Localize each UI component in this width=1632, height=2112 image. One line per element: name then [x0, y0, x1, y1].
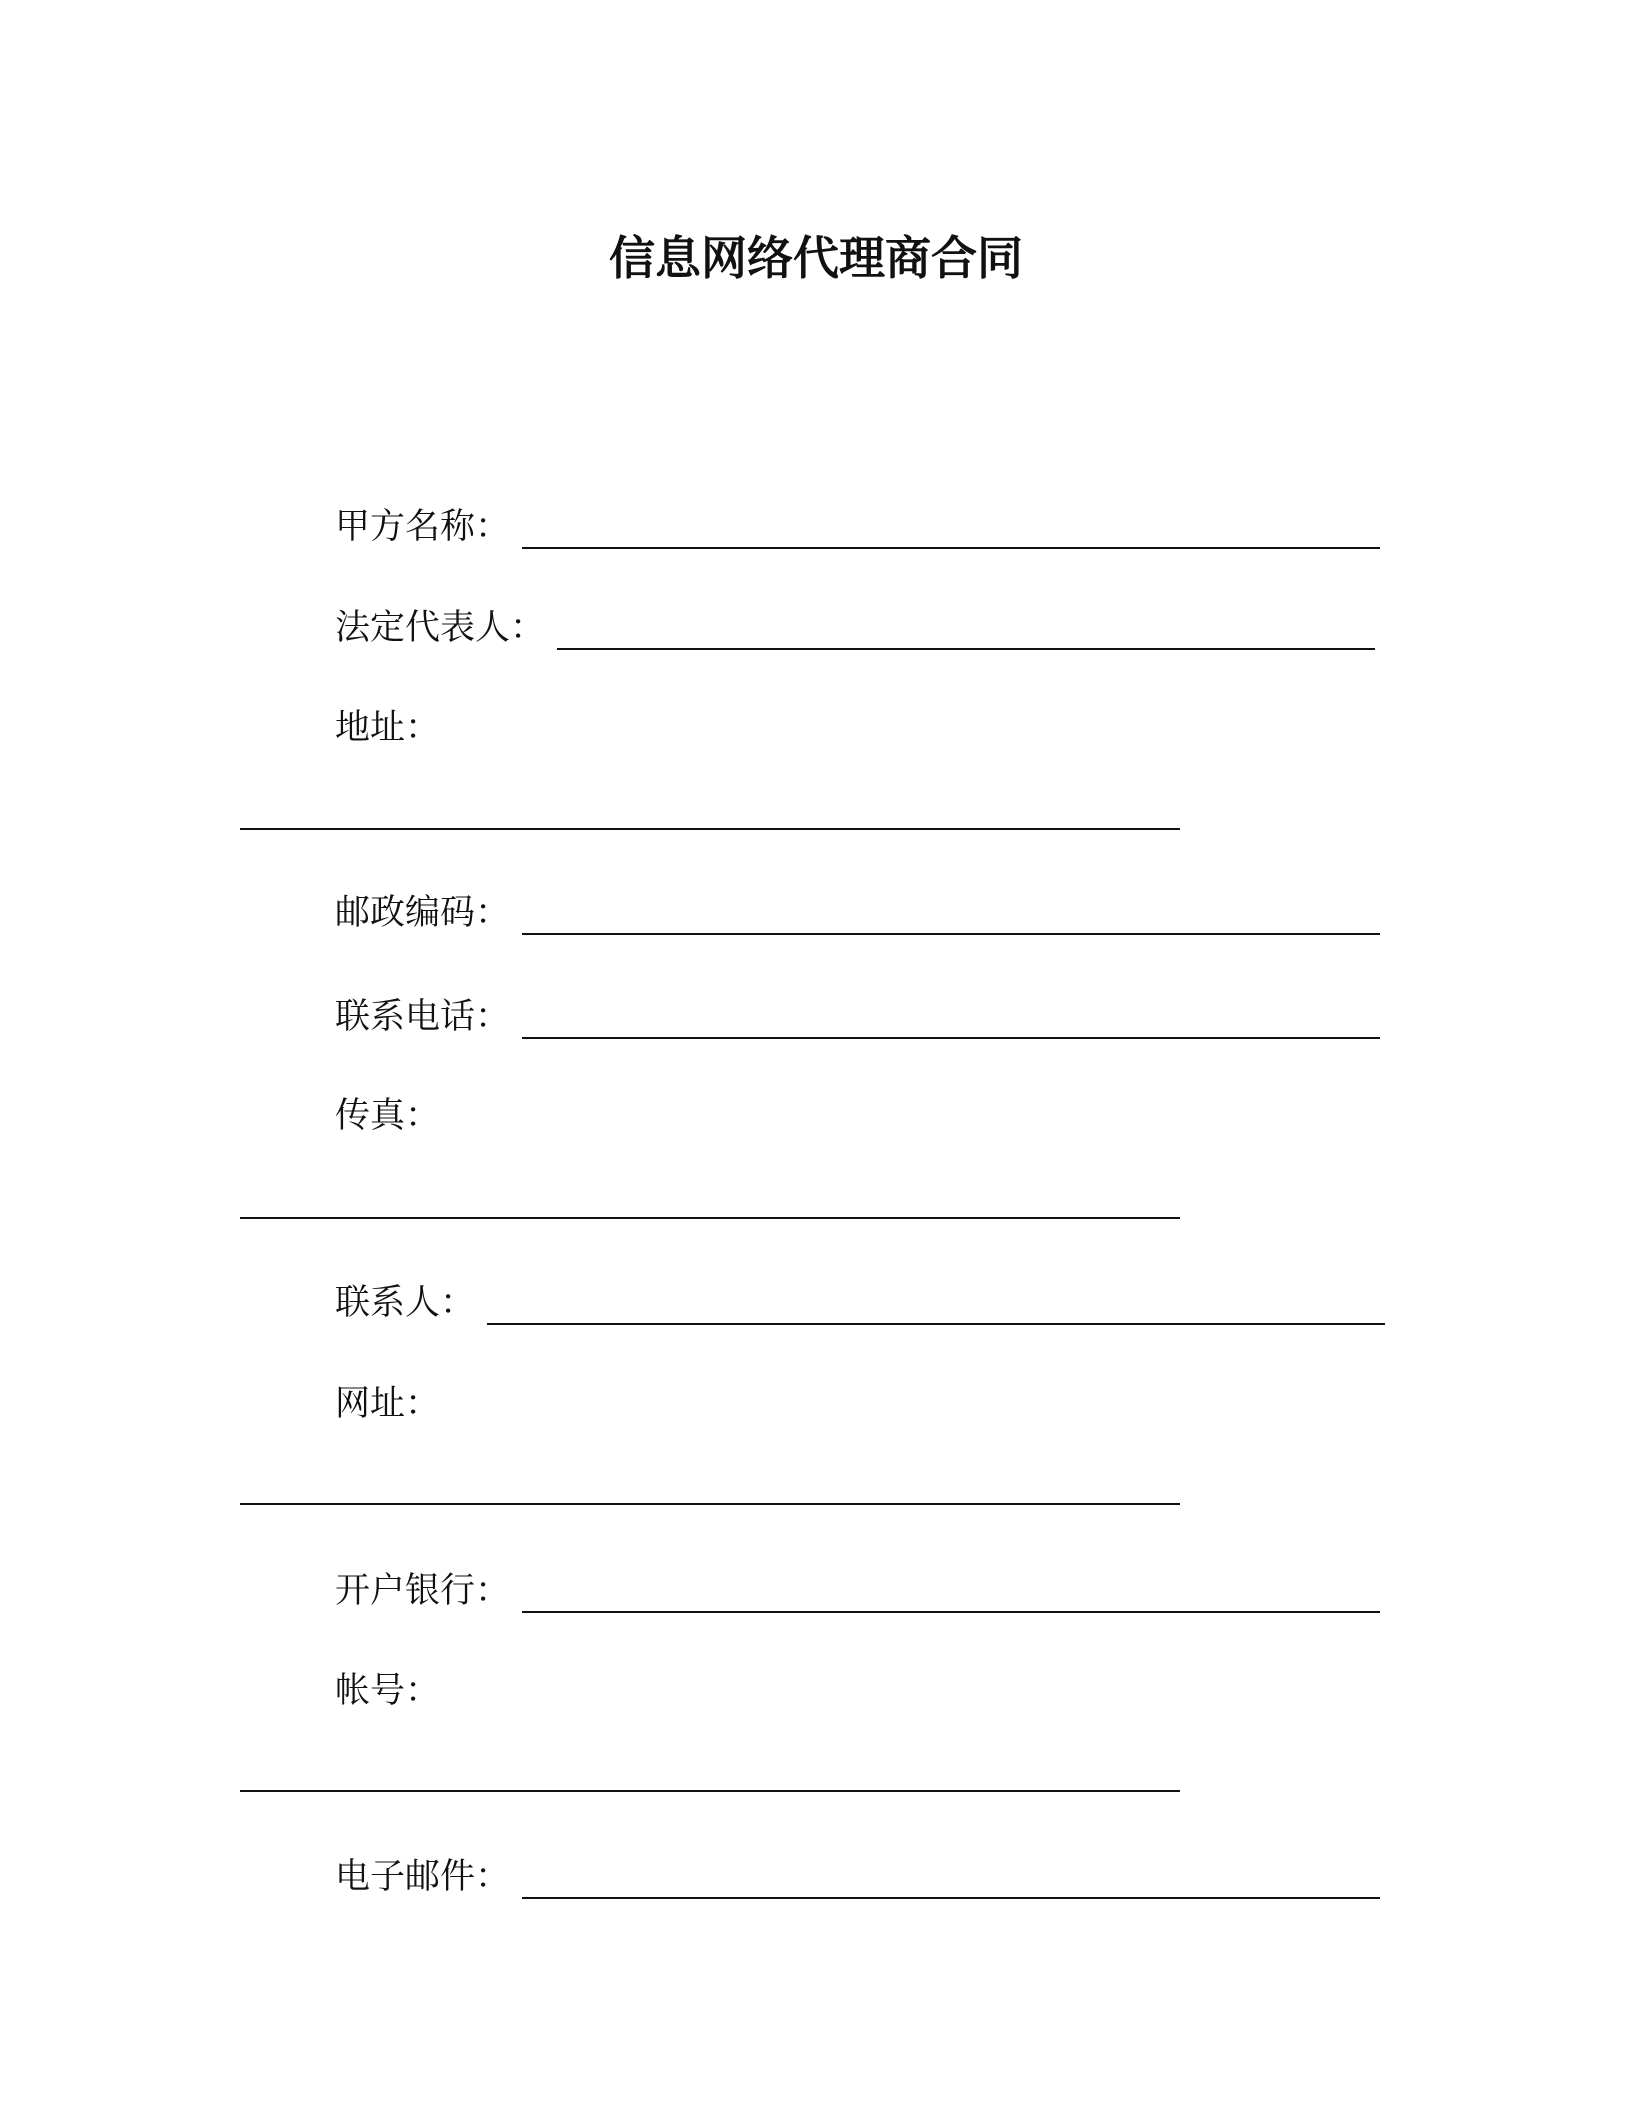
postal-code-row	[335, 891, 1380, 935]
bank-blank[interactable]	[522, 1575, 1380, 1613]
contact-person-row	[335, 1281, 1385, 1325]
account-label: 帐号：	[335, 1671, 441, 1711]
postal-code-blank[interactable]	[522, 897, 1380, 935]
address-row	[335, 706, 440, 750]
email-row	[335, 1855, 1380, 1899]
contact-person-blank[interactable]	[487, 1287, 1385, 1325]
account-row	[335, 1669, 440, 1713]
phone-blank[interactable]	[522, 1001, 1380, 1039]
party-a-name-label: 甲方名称：	[335, 507, 511, 547]
phone-row	[335, 995, 1380, 1039]
phone-label: 联系电话：	[335, 997, 511, 1037]
website-label: 网址：	[335, 1384, 441, 1424]
account-blank[interactable]	[240, 1790, 1180, 1792]
party-a-name-row	[335, 505, 1380, 549]
bank-row	[335, 1569, 1380, 1613]
contact-person-label: 联系人：	[335, 1283, 476, 1323]
legal-representative-row	[335, 606, 1375, 650]
address-blank[interactable]	[240, 828, 1180, 830]
email-label: 电子邮件：	[335, 1857, 511, 1897]
email-blank[interactable]	[522, 1861, 1380, 1899]
legal-representative-label: 法定代表人：	[335, 608, 546, 648]
website-row	[335, 1382, 440, 1426]
fax-label: 传真：	[335, 1096, 441, 1136]
document-title: 信息网络代理商合同	[609, 231, 1023, 285]
fax-row	[335, 1094, 440, 1138]
address-label: 地址：	[335, 708, 441, 748]
postal-code-label: 邮政编码：	[335, 893, 511, 933]
party-a-name-blank[interactable]	[522, 511, 1380, 549]
fax-blank[interactable]	[240, 1217, 1180, 1219]
bank-label: 开户银行：	[335, 1571, 511, 1611]
website-blank[interactable]	[240, 1503, 1180, 1505]
legal-representative-blank[interactable]	[557, 612, 1375, 650]
